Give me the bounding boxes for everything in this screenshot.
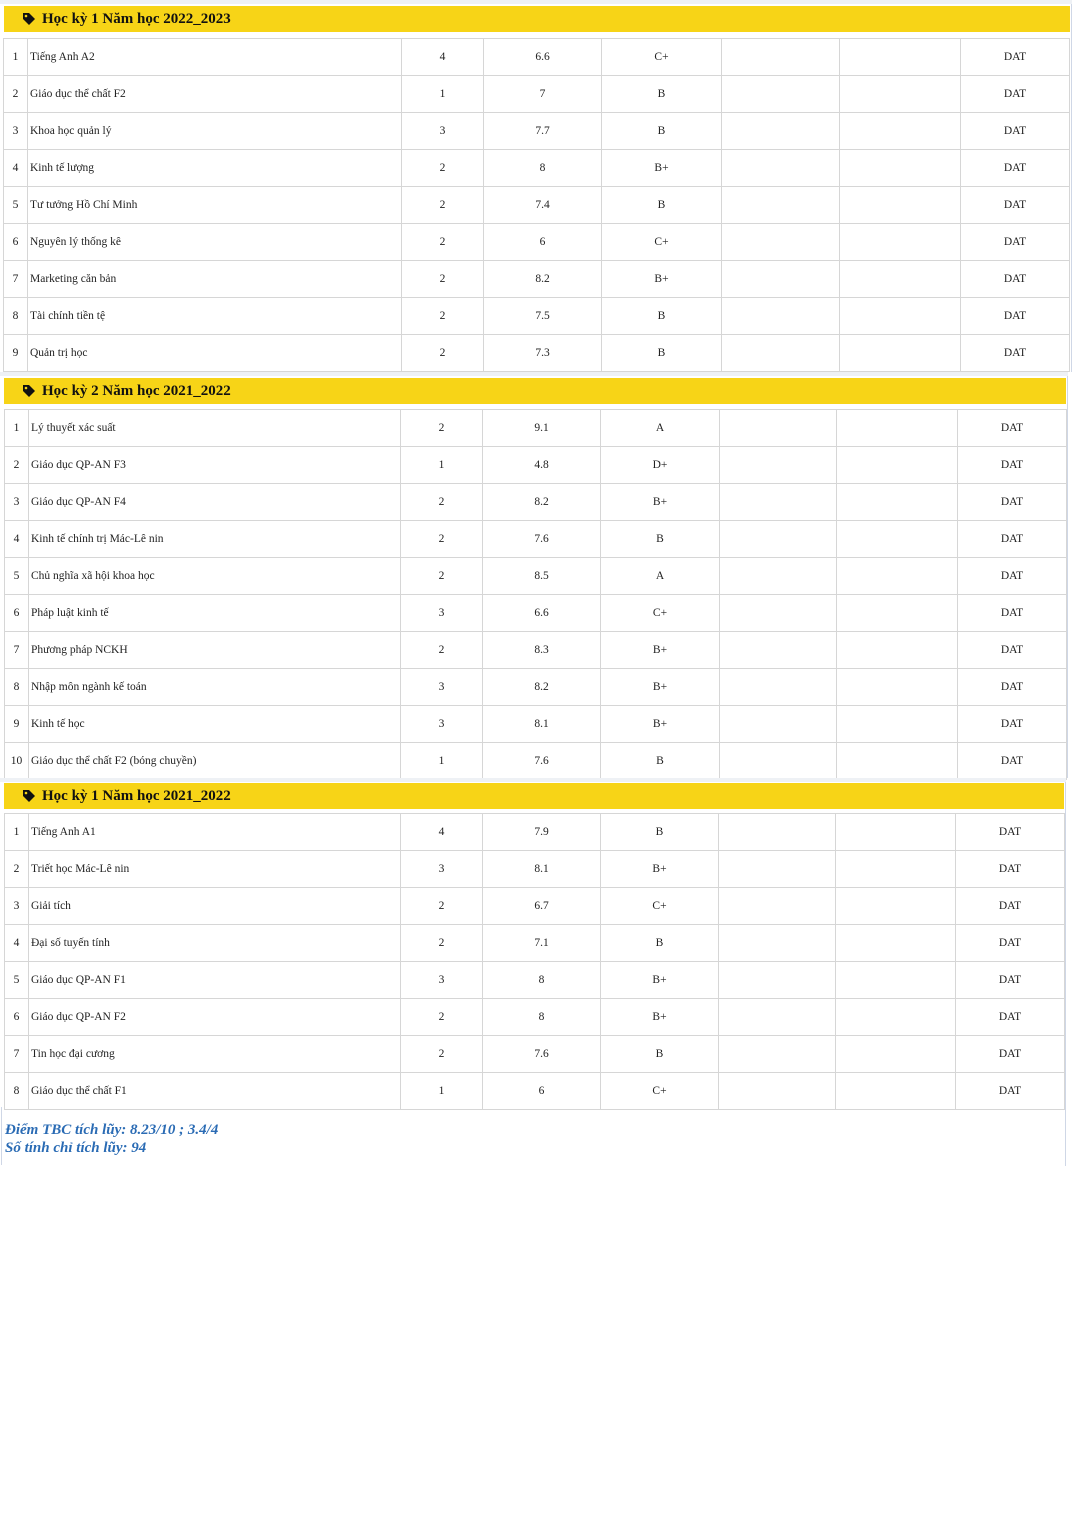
course-extra-cell: [722, 261, 840, 298]
course-name: Nhập môn ngành kế toán: [29, 669, 401, 706]
table-row: [5, 743, 1067, 780]
course-extra-cell: [836, 888, 956, 925]
course-extra-cell: [722, 298, 840, 335]
course-name: Nguyên lý thống kê: [28, 224, 402, 261]
grades-table: [3, 38, 1070, 372]
table-row: [4, 261, 1070, 298]
course-result: DAT: [958, 669, 1067, 706]
course-extra-cell: [719, 925, 836, 962]
course-score: 8.2: [483, 484, 601, 521]
course-grade: B+: [601, 851, 719, 888]
course-score: 8.2: [484, 261, 602, 298]
course-extra-cell: [722, 335, 840, 372]
course-credits: 2: [401, 521, 483, 558]
tag-icon: [22, 789, 36, 803]
course-name: Kinh tế học: [29, 706, 401, 743]
course-name: Đại số tuyến tính: [29, 925, 401, 962]
course-extra-cell: [837, 447, 958, 484]
course-extra-cell: [722, 39, 840, 76]
row-index: 3: [5, 888, 29, 925]
course-name: Giáo dục QP-AN F2: [29, 999, 401, 1036]
course-extra-cell: [837, 521, 958, 558]
semester-section: [0, 778, 1066, 1166]
row-index: 5: [5, 962, 29, 999]
course-extra-cell: [837, 632, 958, 669]
course-extra-cell: [720, 484, 837, 521]
semester-title: Học kỳ 2 Năm học 2021_2022: [42, 382, 231, 399]
course-credits: 2: [401, 558, 483, 595]
course-extra-cell: [720, 521, 837, 558]
course-score: 7.7: [484, 113, 602, 150]
course-name: Kinh tế lượng: [28, 150, 402, 187]
course-extra-cell: [837, 484, 958, 521]
course-name: Giáo dục thể chất F2: [28, 76, 402, 113]
course-grade: B: [601, 1036, 719, 1073]
course-credits: 3: [401, 595, 483, 632]
section-gap: [0, 372, 1068, 376]
grades-table: [4, 409, 1067, 780]
course-score: 9.1: [483, 410, 601, 447]
course-result: DAT: [956, 925, 1065, 962]
course-extra-cell: [837, 669, 958, 706]
semester-section: [0, 0, 1072, 372]
course-extra-cell: [840, 76, 961, 113]
course-result: DAT: [958, 558, 1067, 595]
course-extra-cell: [840, 224, 961, 261]
table-row: [4, 39, 1070, 76]
section-gap: [0, 778, 1066, 782]
grades-table: [4, 813, 1065, 1110]
course-extra-cell: [840, 39, 961, 76]
gpa-summary: Điểm TBC tích lũy: 8.23/10 ; 3.4/4: [5, 1122, 219, 1138]
table-row: [5, 999, 1065, 1036]
course-name: Giáo dục thể chất F1: [29, 1073, 401, 1110]
course-result: DAT: [956, 999, 1065, 1036]
course-score: 8.1: [483, 851, 601, 888]
table-row: [5, 410, 1067, 447]
table-row: [5, 521, 1067, 558]
credits-summary: Số tính chỉ tích lũy: 94: [5, 1140, 147, 1156]
course-name: Lý thuyết xác suất: [29, 410, 401, 447]
course-result: DAT: [961, 113, 1070, 150]
course-result: DAT: [961, 224, 1070, 261]
course-credits: 2: [402, 335, 484, 372]
course-result: DAT: [961, 187, 1070, 224]
course-extra-cell: [720, 558, 837, 595]
course-grade: B: [602, 113, 722, 150]
course-extra-cell: [720, 447, 837, 484]
course-extra-cell: [719, 999, 836, 1036]
course-name: Chủ nghĩa xã hội khoa học: [29, 558, 401, 595]
course-name: Marketing căn bản: [28, 261, 402, 298]
course-extra-cell: [836, 962, 956, 999]
table-row: [4, 150, 1070, 187]
table-row: [4, 224, 1070, 261]
course-score: 8.1: [483, 706, 601, 743]
course-credits: 2: [401, 410, 483, 447]
course-score: 8: [484, 150, 602, 187]
course-name: Giải tích: [29, 888, 401, 925]
course-grade: C+: [602, 39, 722, 76]
course-name: Tài chính tiền tệ: [28, 298, 402, 335]
row-index: 7: [4, 261, 28, 298]
course-credits: 3: [401, 706, 483, 743]
course-extra-cell: [840, 113, 961, 150]
semester-header: [4, 783, 1064, 809]
top-gap: [0, 0, 1072, 4]
course-score: 7.6: [483, 743, 601, 780]
course-extra-cell: [836, 1036, 956, 1073]
row-index: 8: [4, 298, 28, 335]
course-credits: 2: [401, 999, 483, 1036]
course-grade: B: [601, 743, 720, 780]
course-extra-cell: [719, 888, 836, 925]
course-grade: C+: [602, 224, 722, 261]
course-grade: B: [601, 814, 719, 851]
course-extra-cell: [722, 224, 840, 261]
course-extra-cell: [720, 595, 837, 632]
course-score: 7.5: [484, 298, 602, 335]
table-row: [5, 595, 1067, 632]
course-result: DAT: [961, 39, 1070, 76]
table-row: [5, 888, 1065, 925]
table-row: [5, 1073, 1065, 1110]
course-credits: 2: [402, 261, 484, 298]
course-credits: 2: [401, 632, 483, 669]
course-result: DAT: [958, 447, 1067, 484]
row-index: 4: [4, 150, 28, 187]
course-score: 7.9: [483, 814, 601, 851]
course-grade: B: [602, 187, 722, 224]
course-credits: 1: [402, 76, 484, 113]
table-row: [5, 814, 1065, 851]
course-extra-cell: [836, 925, 956, 962]
course-grade: B: [601, 521, 720, 558]
course-score: 8.5: [483, 558, 601, 595]
course-result: DAT: [961, 150, 1070, 187]
course-credits: 2: [401, 1036, 483, 1073]
row-index: 6: [5, 999, 29, 1036]
course-extra-cell: [840, 187, 961, 224]
left-border: [1, 1107, 2, 1165]
course-credits: 3: [402, 113, 484, 150]
table-row: [4, 335, 1070, 372]
course-result: DAT: [958, 484, 1067, 521]
course-score: 6: [483, 1073, 601, 1110]
course-result: DAT: [961, 335, 1070, 372]
course-name: Quản trị học: [28, 335, 402, 372]
course-extra-cell: [840, 261, 961, 298]
course-result: DAT: [961, 76, 1070, 113]
course-result: DAT: [956, 1073, 1065, 1110]
course-score: 6: [484, 224, 602, 261]
course-name: Giáo dục thể chất F2 (bóng chuyền): [29, 743, 401, 780]
course-grade: C+: [601, 595, 720, 632]
course-extra-cell: [720, 410, 837, 447]
course-credits: 2: [402, 150, 484, 187]
course-credits: 1: [401, 743, 483, 780]
course-grade: B: [602, 298, 722, 335]
course-name: Tư tưởng Hồ Chí Minh: [28, 187, 402, 224]
row-index: 7: [5, 632, 29, 669]
course-grade: B: [601, 925, 719, 962]
course-name: Giáo dục QP-AN F1: [29, 962, 401, 999]
semester-header: [4, 378, 1066, 404]
row-index: 9: [4, 335, 28, 372]
row-index: 10: [5, 743, 29, 780]
course-score: 8.2: [483, 669, 601, 706]
course-credits: 3: [401, 851, 483, 888]
course-result: DAT: [958, 706, 1067, 743]
course-result: DAT: [956, 851, 1065, 888]
course-score: 7.6: [483, 521, 601, 558]
course-result: DAT: [961, 298, 1070, 335]
row-index: 1: [5, 814, 29, 851]
course-grade: A: [601, 558, 720, 595]
course-score: 4.8: [483, 447, 601, 484]
tag-icon: [22, 384, 36, 398]
course-credits: 2: [402, 224, 484, 261]
course-score: 7.1: [483, 925, 601, 962]
row-index: 1: [4, 39, 28, 76]
row-index: 8: [5, 669, 29, 706]
course-result: DAT: [958, 743, 1067, 780]
course-extra-cell: [722, 187, 840, 224]
row-index: 6: [4, 224, 28, 261]
course-extra-cell: [840, 298, 961, 335]
course-grade: B: [602, 335, 722, 372]
table-row: [4, 187, 1070, 224]
course-credits: 2: [401, 888, 483, 925]
table-row: [5, 851, 1065, 888]
course-result: DAT: [956, 962, 1065, 999]
course-credits: 2: [402, 298, 484, 335]
course-grade: B+: [602, 150, 722, 187]
course-name: Tiếng Anh A2: [28, 39, 402, 76]
course-extra-cell: [719, 1073, 836, 1110]
course-result: DAT: [958, 595, 1067, 632]
course-extra-cell: [836, 814, 956, 851]
row-index: 2: [4, 76, 28, 113]
table-row: [5, 447, 1067, 484]
course-credits: 1: [401, 447, 483, 484]
table-row: [4, 76, 1070, 113]
row-index: 3: [5, 484, 29, 521]
row-index: 2: [5, 851, 29, 888]
course-grade: C+: [601, 888, 719, 925]
course-score: 7: [484, 76, 602, 113]
course-grade: C+: [601, 1073, 719, 1110]
course-extra-cell: [837, 558, 958, 595]
course-extra-cell: [719, 814, 836, 851]
row-index: 1: [5, 410, 29, 447]
course-extra-cell: [720, 669, 837, 706]
row-index: 3: [4, 113, 28, 150]
summary: [5, 1121, 218, 1157]
course-grade: B+: [601, 484, 720, 521]
course-extra-cell: [837, 410, 958, 447]
table-row: [5, 706, 1067, 743]
course-credits: 2: [402, 187, 484, 224]
course-grade: B+: [601, 999, 719, 1036]
course-extra-cell: [720, 706, 837, 743]
course-name: Pháp luật kinh tế: [29, 595, 401, 632]
course-extra-cell: [840, 150, 961, 187]
course-name: Kinh tế chính trị Mác-Lê nin: [29, 521, 401, 558]
course-score: 6.6: [483, 595, 601, 632]
course-score: 7.3: [484, 335, 602, 372]
semester-header: [4, 6, 1070, 32]
row-index: 4: [5, 925, 29, 962]
course-name: Giáo dục QP-AN F3: [29, 447, 401, 484]
course-score: 7.6: [483, 1036, 601, 1073]
course-extra-cell: [719, 1036, 836, 1073]
course-name: Phương pháp NCKH: [29, 632, 401, 669]
course-grade: B+: [601, 669, 720, 706]
course-credits: 3: [401, 669, 483, 706]
course-score: 8: [483, 999, 601, 1036]
course-name: Khoa học quản lý: [28, 113, 402, 150]
row-index: 5: [5, 558, 29, 595]
course-extra-cell: [837, 595, 958, 632]
semester-title: Học kỳ 1 Năm học 2022_2023: [42, 10, 231, 27]
course-extra-cell: [722, 76, 840, 113]
table-row: [5, 669, 1067, 706]
row-index: 7: [5, 1036, 29, 1073]
course-extra-cell: [837, 743, 958, 780]
row-index: 6: [5, 595, 29, 632]
row-index: 5: [4, 187, 28, 224]
course-name: Triết học Mác-Lê nin: [29, 851, 401, 888]
course-result: DAT: [958, 521, 1067, 558]
course-extra-cell: [836, 1073, 956, 1110]
table-row: [5, 1036, 1065, 1073]
course-extra-cell: [837, 706, 958, 743]
course-extra-cell: [719, 851, 836, 888]
course-extra-cell: [722, 113, 840, 150]
course-grade: B: [602, 76, 722, 113]
table-row: [5, 558, 1067, 595]
course-credits: 2: [401, 484, 483, 521]
semester-section: [0, 372, 1068, 778]
course-credits: 4: [402, 39, 484, 76]
course-result: DAT: [956, 814, 1065, 851]
course-grade: A: [601, 410, 720, 447]
row-index: 8: [5, 1073, 29, 1110]
course-score: 8: [483, 962, 601, 999]
course-name: Giáo dục QP-AN F4: [29, 484, 401, 521]
course-credits: 1: [401, 1073, 483, 1110]
course-grade: B+: [601, 706, 720, 743]
table-row: [5, 484, 1067, 521]
semester-title: Học kỳ 1 Năm học 2021_2022: [42, 787, 231, 804]
course-extra-cell: [720, 632, 837, 669]
course-result: DAT: [956, 888, 1065, 925]
table-row: [5, 632, 1067, 669]
course-grade: B+: [601, 962, 719, 999]
course-result: DAT: [958, 632, 1067, 669]
course-result: DAT: [961, 261, 1070, 298]
course-score: 8.3: [483, 632, 601, 669]
row-index: 2: [5, 447, 29, 484]
course-extra-cell: [836, 999, 956, 1036]
row-index: 9: [5, 706, 29, 743]
course-name: Tin học đại cương: [29, 1036, 401, 1073]
table-row: [4, 113, 1070, 150]
course-credits: 2: [401, 925, 483, 962]
course-grade: B+: [601, 632, 720, 669]
course-result: DAT: [956, 1036, 1065, 1073]
course-grade: B+: [602, 261, 722, 298]
tag-icon: [22, 12, 36, 26]
table-row: [5, 925, 1065, 962]
course-extra-cell: [840, 335, 961, 372]
table-row: [4, 298, 1070, 335]
course-extra-cell: [836, 851, 956, 888]
course-credits: 3: [401, 962, 483, 999]
course-score: 7.4: [484, 187, 602, 224]
course-score: 6.6: [484, 39, 602, 76]
course-grade: D+: [601, 447, 720, 484]
course-score: 6.7: [483, 888, 601, 925]
course-credits: 4: [401, 814, 483, 851]
course-extra-cell: [720, 743, 837, 780]
course-extra-cell: [719, 962, 836, 999]
course-name: Tiếng Anh A1: [29, 814, 401, 851]
course-extra-cell: [722, 150, 840, 187]
course-result: DAT: [958, 410, 1067, 447]
table-row: [5, 962, 1065, 999]
row-index: 4: [5, 521, 29, 558]
